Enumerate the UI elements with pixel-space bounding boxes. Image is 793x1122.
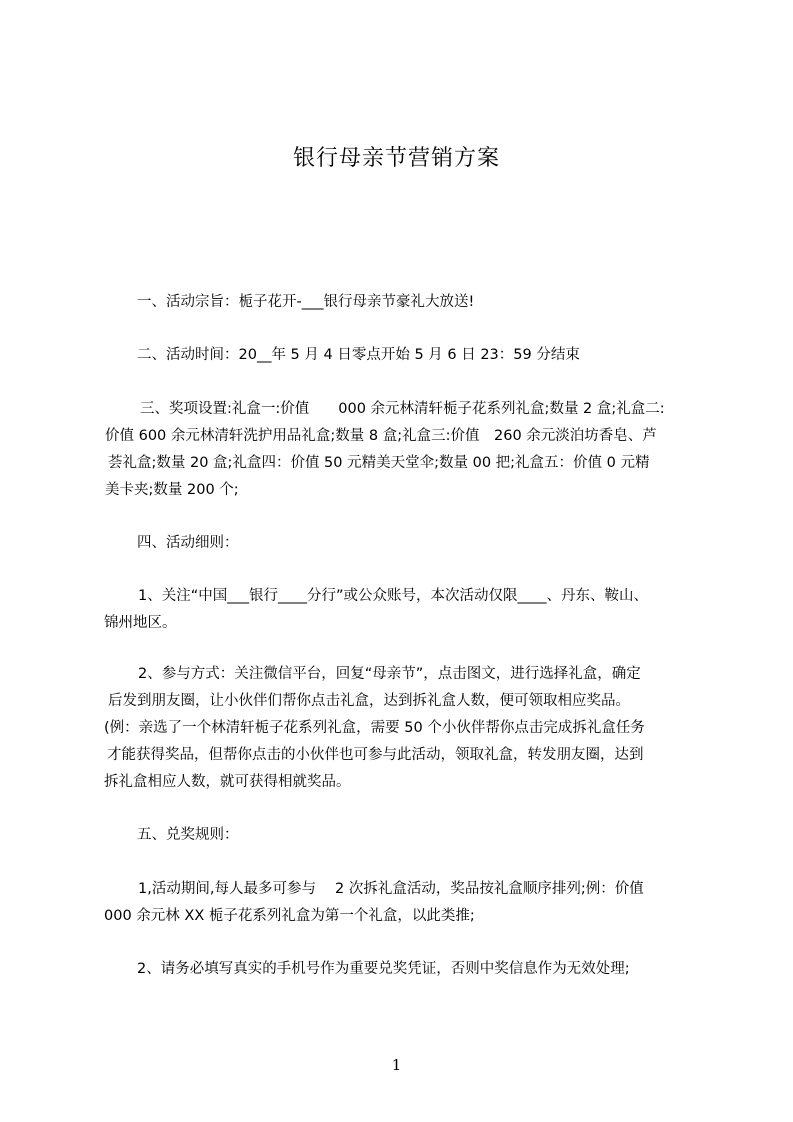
paragraph-line: 2、请务必填写真实的手机号作为重要兑奖凭证，否则中奖信息作为无效处理; <box>137 961 630 977</box>
paragraph-line: 才能获得奖品，但帮你点击的小伙伴也可参与此活动，领取礼盒，转发朋友圈，达到 <box>107 747 644 763</box>
paragraph-line: 拆礼盒相应人数，就可获得相就奖品。 <box>104 774 351 790</box>
section-heading: 五、兑奖规则： <box>137 827 239 843</box>
paragraph-line: 三、奖项设置:礼盒一:价值 000 余元林清轩栀子花系列礼盒;数量 2 盒;礼盒二: <box>140 401 665 417</box>
paragraph-line: 一、活动宗旨：栀子花开-___银行母亲节豪礼大放送! <box>137 294 475 310</box>
paragraph-line: 二、活动时间：20__年 5 月 4 日零点开始 5 月 6 日 23：59 分结束 <box>137 347 580 363</box>
paragraph-line: 美卡夹;数量 200 个; <box>105 482 239 498</box>
paragraph-line: 2、参与方式：关注微信平台，回复“母亲节”，点击图文，进行选择礼盒，确定 <box>138 666 641 682</box>
paragraph-line: 荟礼盒;数量 20 盒;礼盒四：价值 50 元精美天堂伞;数量 00 把;礼盒五：价值 0 元精 <box>108 455 650 471</box>
paragraph-line: 000 余元林 XX 栀子花系列礼盒为第一个礼盒，以此类推; <box>104 908 475 924</box>
paragraph-line: 价值 600 余元林清轩洗护用品礼盒;数量 8 盒;礼盒三:价值 260 余元淡泊坊香皂、芦 <box>105 428 657 444</box>
paragraph-line: 1,活动期间,每人最多可参与 2 次拆礼盒活动，奖品按礼盒顺序排列;例：价值 <box>138 881 644 897</box>
document-title: 银行母亲节营销方案 <box>292 146 500 171</box>
section-heading: 四、活动细则： <box>137 535 239 551</box>
paragraph-line: (例：亲选了一个林清轩栀子花系列礼盒，需要 50 个小伙伴帮你点击完成拆礼盒任务 <box>104 720 645 736</box>
paragraph-line: 后发到朋友圈，让小伙伴们帮你点击礼盒，达到拆礼盒人数，便可领取相应奖品。 <box>108 693 630 709</box>
page-number: 1 <box>391 1056 402 1074</box>
paragraph-line: 1、关注“中国___银行____分行”或公众账号，本次活动仅限____、丹东、鞍山、 <box>138 588 648 604</box>
paragraph-line: 锦州地区。 <box>104 615 177 631</box>
